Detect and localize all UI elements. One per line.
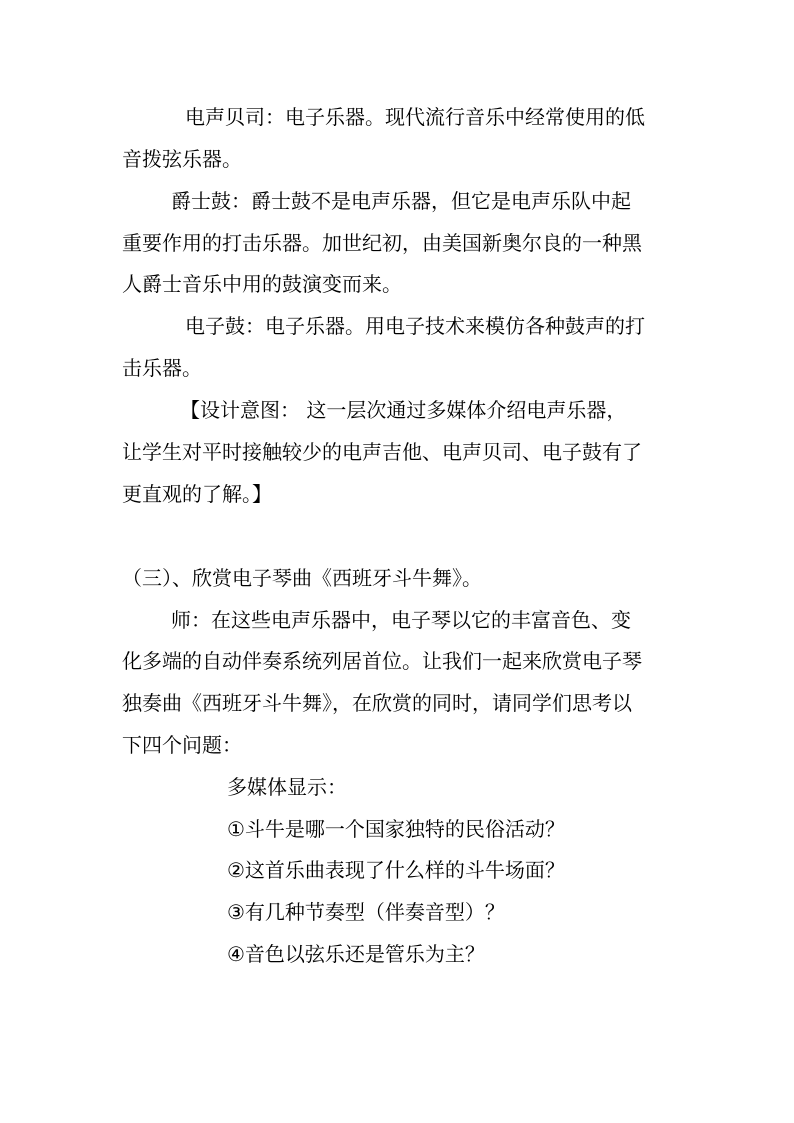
list-item: ②这首乐曲表现了什么样的斗牛场面？ bbox=[227, 858, 565, 882]
text-line: 人爵士音乐中用的鼓演变而来。 bbox=[122, 272, 402, 296]
multimedia-label: 多媒体显示： bbox=[227, 775, 347, 799]
text-line: 师：在这些电声乐器中，电子琴以它的丰富音色、变 bbox=[171, 608, 631, 632]
text-line: 击乐器。 bbox=[122, 356, 202, 380]
section-heading: （三）、欣赏电子琴曲《西班牙斗牛舞》。 bbox=[122, 566, 482, 590]
text-line: 让学生对平时接触较少的电声吉他、电声贝司、电子鼓有了 bbox=[122, 440, 642, 464]
text-line: 电声贝司：电子乐器。现代流行音乐中经常使用的低 bbox=[185, 105, 645, 129]
text-line: 重要作用的打击乐器。加世纪初，由美国新奥尔良的一种黑 bbox=[122, 231, 642, 255]
text-line: 【设计意图： 这一层次通过多媒体介绍电声乐器， bbox=[180, 398, 627, 422]
text-line: 电子鼓：电子乐器。用电子技术来模仿各种鼓声的打 bbox=[185, 314, 645, 338]
text-line: 下四个问题： bbox=[122, 733, 242, 757]
list-item: ④音色以弦乐还是管乐为主？ bbox=[227, 942, 485, 966]
list-item: ③有几种节奏型（伴奏音型）？ bbox=[227, 900, 505, 924]
text-line: 音拨弦乐器。 bbox=[122, 147, 242, 171]
list-item: ①斗牛是哪一个国家独特的民俗活动？ bbox=[227, 817, 565, 841]
text-line: 独奏曲《西班牙斗牛舞》，在欣赏的同时，请同学们思考以 bbox=[122, 691, 632, 715]
text-line: 化多端的自动伴奏系统列居首位。让我们一起来欣赏电子琴 bbox=[122, 649, 642, 673]
text-line: 更直观的了解。】 bbox=[122, 482, 272, 506]
text-line: 爵士鼓：爵士鼓不是电声乐器，但它是电声乐队中起 bbox=[171, 189, 631, 213]
